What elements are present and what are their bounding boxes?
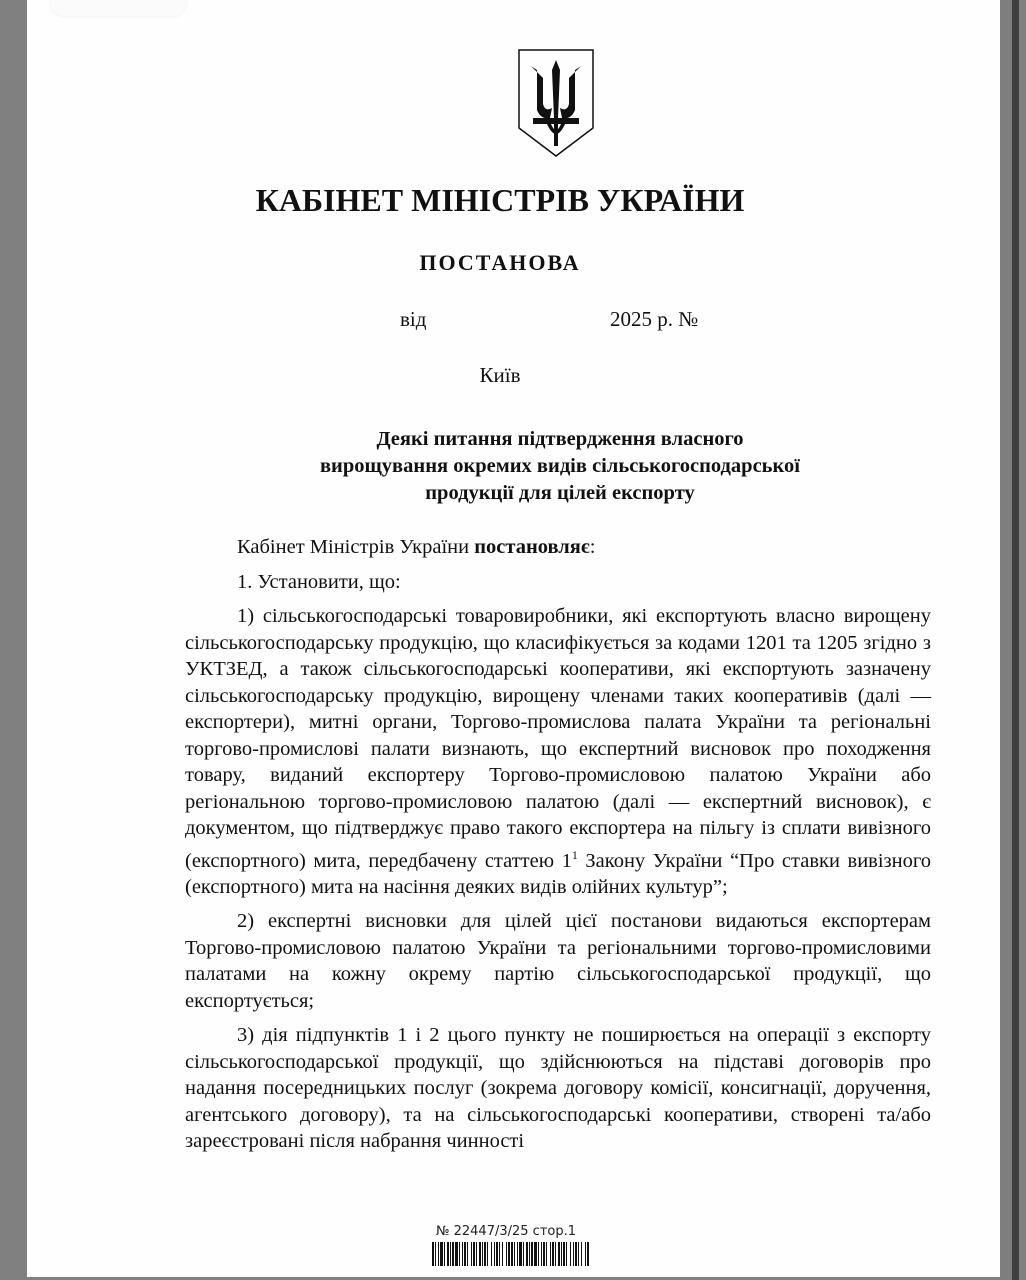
barcode-bar [529,1242,530,1266]
organization-name: КАБІНЕТ МІНІСТРІВ УКРАЇНИ [255,182,745,218]
barcode-bar [479,1242,481,1266]
document-type: ПОСТАНОВА [419,250,581,275]
city: Київ [479,363,521,387]
barcode-bar [550,1242,551,1266]
barcode-bar [566,1242,567,1266]
registration-number: № 22447/3/25 стор.1 [435,1224,577,1239]
barcode-bar [563,1242,565,1266]
barcode-bar [482,1242,483,1266]
barcode-bar [499,1242,500,1266]
title-line: Деякі питання підтвердження власного [376,428,744,450]
date-year-number: 2025 р. № [610,307,699,331]
barcode-bar [541,1242,542,1266]
title-line: продукції для цілей експорту [425,482,695,504]
subitem-1-text-end: Закону України “Про ставки вивізного (експортного) мита на насіння деяких видів олійних культур”; [185,849,932,898]
barcode-bar [452,1242,454,1266]
barcode-bar [496,1242,498,1266]
barcode-bar [585,1242,586,1266]
barcode-bar [543,1242,545,1266]
barcode-bar [435,1242,436,1266]
barcode-bar [534,1242,537,1266]
document-title [200,426,920,507]
barcode-bar [546,1242,547,1266]
barcode-bar [467,1242,468,1266]
preamble [185,534,931,561]
preamble-text: Кабінет Міністрів України [237,536,475,558]
preamble-verb: постановляє [474,536,590,558]
scrollbar[interactable] [1000,0,1026,1280]
barcode-bar [487,1242,488,1266]
barcode-bar [432,1242,434,1266]
date-prefix: від [400,307,427,331]
barcode-bar [552,1242,554,1266]
subitem-1 [185,603,931,900]
barcode-bar [447,1242,449,1266]
barcode-bar [581,1242,582,1266]
barcode-bar [570,1242,571,1266]
barcode-bar [440,1242,443,1266]
barcode-bar [561,1242,562,1266]
barcode-bar [484,1242,486,1266]
preamble-colon: : [589,536,596,558]
barcode-bar [523,1242,524,1266]
barcode-bar [444,1242,445,1266]
top-overlay-card [50,0,186,16]
article-superscript: 1 [571,847,578,862]
subitem-1-text: 1) сільськогосподарські товаровиробники, які експортують власно вирощену сільськогосподарську продукцію, що класифікується за кодами 1201 та 1205 згідно з УКТЗЕД, а також сільськогосподарські кооперативи, які експортують зазначену сільськогосподарську продукцію, вирощену членами таких кооперативів (далі — експортери), митні органи, Торгово-промислова палата України та регіональні торгово-промислові палати визнають, що експертний висновок про походження товару, виданий експортеру Торгово-промисловою палатою України або регіональною торгово-промисловою палатою (далі — експертний висновок), є документом, що підтверджує право такого експортера на пільгу із сплати вивізного (експортного) мита, передбачену статтею 1 [185,605,931,872]
title-line: вирощування окремих видів сільськогосподарської [319,455,801,477]
barcode-bar [464,1242,466,1266]
barcode-bar [519,1242,522,1266]
barcode-bar [462,1242,463,1266]
barcode-bar [502,1242,503,1266]
barcode-bar [538,1242,539,1266]
barcode-bar [508,1242,510,1266]
barcode-bar [517,1242,518,1266]
barcode-bar [450,1242,451,1266]
barcode-bar [455,1242,458,1266]
barcode-bar [438,1242,439,1266]
trident-emblem-icon [517,48,595,158]
barcode-bar [558,1242,560,1266]
barcode-bar [506,1242,507,1266]
barcode-bar [471,1242,472,1266]
barcode-bar [511,1242,513,1266]
subitem-2: 2) експертні висновки для цілей цієї постанови видаються експортерам Торгово-промисловою палатою України та регіональними торгово-промисловими палатами на кожну окрему партію сільськогосподарської продукції, що експортується; [185,910,931,1012]
barcode-icon [432,1242,592,1266]
barcode-bar [578,1242,579,1266]
barcode-bar [514,1242,515,1266]
barcode-bar [459,1242,460,1266]
barcode-bar [473,1242,475,1266]
barcode-bar [531,1242,533,1266]
barcode-bar [491,1242,492,1266]
barcode-bar [573,1242,574,1266]
barcode-bar [555,1242,556,1266]
barcode-bar [526,1242,528,1266]
barcode-bar [494,1242,495,1266]
barcode-bar [587,1242,589,1266]
subitem-3: 3) дія підпунктів 1 і 2 цього пункту не поширюється на операції з експорту сільськогосподарської продукції, що здійснюються на підставі договорів про надання посередницьких послуг (зокрема договору комісії, консигнації, доручення, агентського договору), та на сільськогосподарські кооперативи, створені та/або зареєстровані після набрання чинності [185,1024,931,1153]
barcode-bar [476,1242,477,1266]
document-body [185,534,931,1163]
barcode-bar [575,1242,577,1266]
item-1: 1. Установити, що: [237,570,401,593]
